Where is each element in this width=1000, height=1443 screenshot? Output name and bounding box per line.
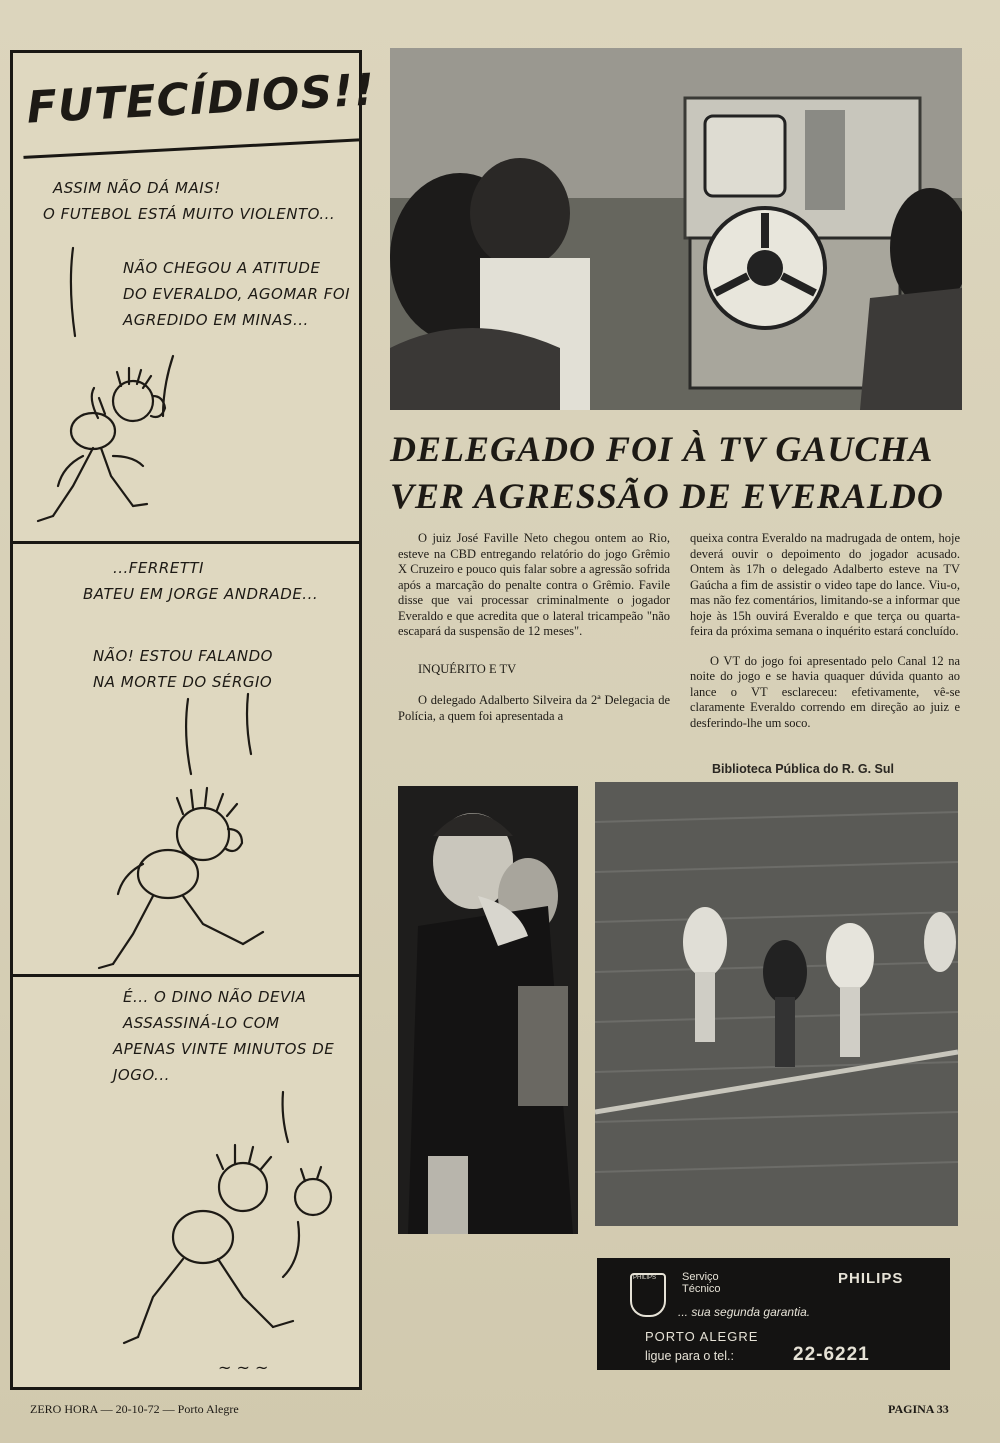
library-stamp: Biblioteca Pública do R. G. Sul (712, 762, 894, 776)
cartoon-figure-illustration (13, 977, 359, 1387)
speech-line: NÃO! ESTOU FALANDO (93, 647, 273, 665)
speech-line: DO EVERALDO, AGOMAR FOI (123, 285, 351, 303)
comic-strip (10, 50, 377, 1390)
article-headline-line1: DELEGADO FOI À TV GAUCHA (390, 429, 934, 469)
artist-signature: ~ ~ ~ (218, 1358, 269, 1377)
article-paragraph: queixa contra Everaldo na madrugada de ontem, hoje deverá ouvir o depoimento do jogador acusado. Ontem às 17h o delegado Adalberto esteve na TV Gaúcha a fim de assistir o video tape do lance. Viu-o, mas não fez comentários, limitando-se a informar que hoje às 15h ouvirá Everaldo e que terça ou quarta-feira da próxima semana o inquérito estará concluído. (690, 531, 960, 638)
ad-service-line1: Serviço (682, 1271, 719, 1283)
article-column-1 (398, 531, 670, 724)
article-paragraph: O delegado Adalberto Silveira da 2ª Delegacia de Polícia, a quem foi apresentada a (398, 693, 670, 723)
videotape-machine-image (390, 48, 962, 410)
speech-line: NA MORTE DO SÉRGIO (93, 673, 273, 691)
ad-phone-number: 22-6221 (793, 1344, 870, 1365)
article-column-2 (690, 531, 960, 731)
article-paragraph: O VT do jogo foi apresentado pelo Canal 12 na noite do jogo e se havia quaquer dúvida quanto ao lance o VT esclareceu: efetivamente, vê-se claramente Everaldo correndo em direção ao juiz e desferindo-lhe um soco. (690, 653, 960, 730)
speech-line: O FUTEBOL ESTÁ MUITO VIOLENTO... (43, 205, 336, 223)
ad-tagline: ... sua segunda garantia. (678, 1305, 811, 1319)
speech-line: APENAS VINTE MINUTOS DE (113, 1040, 335, 1058)
match-photo (595, 782, 958, 1226)
footer-page-number: PAGINA 33 (888, 1402, 949, 1416)
cartoon-figure-illustration (13, 156, 359, 541)
article-paragraph: O juiz José Faville Neto chegou ontem ao Rio, esteve na CBD entregando relatório do jogo Grêmio X Cruzeiro e pouco quis falar sobre a agressão sofrida após a marcação do penalte contra o Grêmio. Favile disse que vai processar criminalmente o jogador Everaldo e que acredita que o lateral tricampeão "não escapará da suspensão de 12 meses". (398, 531, 670, 638)
comic-panel-3 (13, 977, 359, 1387)
speech-line: BATEU EM JORGE ANDRADE... (83, 585, 319, 603)
referee-image (398, 786, 578, 1234)
comic-title: FUTECÍDIOS!! (18, 43, 359, 158)
referee-photo (398, 786, 578, 1234)
ad-brand: PHILIPS (838, 1270, 904, 1287)
philips-advertisement (597, 1258, 950, 1370)
article-headline-line2: VER AGRESSÃO DE EVERALDO (390, 476, 944, 516)
speech-line: É... O DINO NÃO DEVIA (123, 988, 307, 1006)
speech-line: AGREDIDO EM MINAS... (123, 311, 309, 329)
ad-call-text: ligue para o tel.: (645, 1349, 734, 1363)
speech-line: ASSIM NÃO DÁ MAIS! (53, 179, 221, 197)
tv-studio-photo (390, 48, 962, 410)
comic-panel-1 (13, 156, 359, 544)
philips-logo-text: PHILIPS (633, 1275, 657, 1281)
speech-line: ...FERRETTI (113, 559, 204, 577)
speech-line: NÃO CHEGOU A ATITUDE (123, 259, 321, 277)
speech-line: ASSASSINÁ-LO COM (123, 1014, 280, 1032)
speech-line: JOGO... (113, 1066, 170, 1084)
comic-panel-2 (13, 544, 359, 977)
article-subhead: INQUÉRITO E TV (418, 661, 517, 676)
ad-service-line2: Técnico (682, 1283, 721, 1295)
match-tv-image (595, 782, 958, 1226)
ad-city: PORTO ALEGRE (645, 1329, 759, 1344)
footer-publication: ZERO HORA — 20-10-72 — Porto Alegre (30, 1402, 239, 1416)
cartoon-figure-illustration (13, 544, 359, 974)
